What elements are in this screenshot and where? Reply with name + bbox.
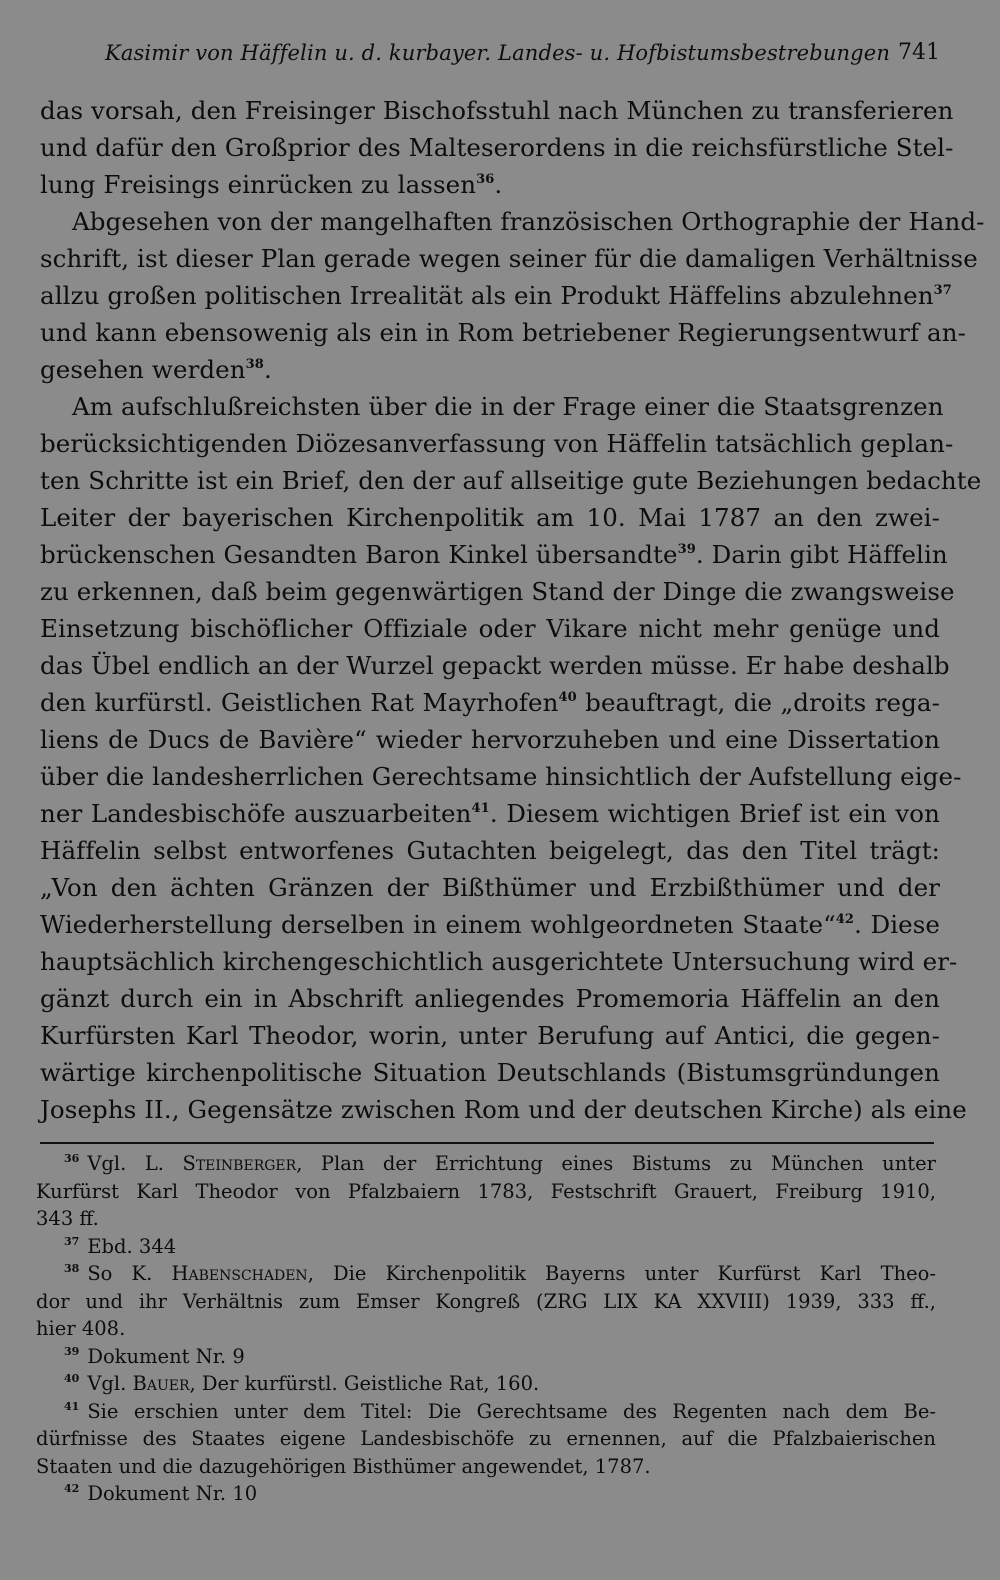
text-run: Vgl. L. xyxy=(87,1152,183,1175)
footnote-line xyxy=(36,1178,936,1206)
text-line xyxy=(40,980,940,1017)
author-name: Steinberger xyxy=(182,1152,297,1175)
text-line xyxy=(40,684,940,721)
text-line xyxy=(40,536,948,573)
text-line xyxy=(40,240,978,277)
text-line xyxy=(40,351,940,388)
footnote-number: 40 xyxy=(64,1372,80,1385)
footnote-reference: 38 xyxy=(245,357,264,372)
footnote-line xyxy=(36,1398,936,1426)
footnote-line xyxy=(36,1150,936,1178)
footnote-reference: 37 xyxy=(933,283,952,298)
footnote-line xyxy=(36,1315,936,1343)
text-run: allzu großen politischen Irrealität als ein Produkt Häffelins abzulehnen xyxy=(40,281,934,310)
text-run: Leiter der bayerischen Kirchenpolitik am 10. Mai 1787 an den zwei- xyxy=(40,503,940,532)
text-run: dor und ihr Verhältnis zum Emser Kongreß (ZRG LIX KA XXVIII) 1939, 333 ff., xyxy=(36,1289,936,1313)
text-line xyxy=(40,462,982,499)
text-run: , Der kurfürstl. Geistliche Rat, 160. xyxy=(189,1372,540,1395)
footnotes xyxy=(36,1150,936,1508)
text-run: . Diesem wichtigen Brief ist ein von xyxy=(489,799,940,828)
text-run: . Darin gibt Häffelin xyxy=(695,540,948,569)
text-run: den kurfürstl. Geistlichen Rat Mayrhofen xyxy=(40,688,559,717)
text-run: das vorsah, den Freisinger Bischofsstuhl nach München zu transferieren xyxy=(40,96,954,125)
text-run: berücksichtigenden Diözesanverfassung von Häffelin tatsächlich geplan- xyxy=(40,429,954,458)
text-run: Am aufschlußreichsten über die in der Frage einer die Staatsgrenzen xyxy=(72,392,944,421)
text-run: Häffelin selbst entworfenes Gutachten beigelegt, das den Titel trägt: xyxy=(40,836,940,865)
text-line xyxy=(40,1017,940,1054)
text-run: So K. xyxy=(87,1262,172,1285)
footnote-line xyxy=(36,1343,936,1371)
text-run: ner Landesbischöfe auszuarbeiten xyxy=(40,799,472,828)
text-run: beauftragt, die „droits rega- xyxy=(576,688,940,717)
footnote-number: 37 xyxy=(64,1234,80,1248)
text-run: und kann ebensowenig als ein in Rom betriebener Regierungsentwurf an- xyxy=(40,318,967,347)
text-run: Sie erschien unter dem Titel: Die Gerechtsame des Regenten nach dem Be- xyxy=(87,1399,936,1423)
text-line xyxy=(40,499,940,536)
text-run: ten Schritte ist ein Brief, den der auf allseitige gute Beziehungen bedachte xyxy=(40,466,982,495)
footnote-number: 42 xyxy=(64,1482,80,1495)
footnote-line xyxy=(36,1370,936,1398)
text-run: wärtige kirchenpolitische Situation Deutschlands (Bistumsgründungen xyxy=(40,1058,940,1087)
text-run: 343 ff. xyxy=(36,1207,99,1230)
text-run: „Von den ächten Gränzen der Bißthümer und Erzbißthümer und der xyxy=(40,873,940,902)
text-run: Kurfürst Karl Theodor von Pfalzbaiern 1783, Festschrift Grauert, Freiburg 1910, xyxy=(36,1179,936,1203)
text-run: Einsetzung bischöflicher Offiziale oder Vikare nicht mehr genüge und xyxy=(40,614,940,643)
footnote-rule xyxy=(40,1142,934,1144)
text-line xyxy=(40,573,955,610)
text-line xyxy=(40,1091,967,1128)
body-text xyxy=(40,92,985,1128)
text-run: . xyxy=(494,170,503,199)
text-line xyxy=(40,314,967,351)
text-run: das Übel endlich an der Wurzel gepackt werden müsse. Er habe deshalb xyxy=(40,651,950,680)
text-line xyxy=(40,277,952,314)
text-run: und dafür den Großprior des Malteserordens in die reichsfürstliche Stel- xyxy=(40,133,954,162)
text-run: Staaten und die dazugehörigen Bisthümer angewendet, 1787. xyxy=(36,1454,651,1478)
text-line xyxy=(40,795,940,832)
text-line xyxy=(40,721,940,758)
text-run: , Die Kirchenpolitik Bayerns unter Kurfürst Karl Theo- xyxy=(307,1262,936,1285)
author-name: Habenschaden xyxy=(171,1262,308,1285)
footnote-line xyxy=(36,1205,936,1233)
footnote-reference: 39 xyxy=(677,542,696,557)
footnote-line xyxy=(36,1480,936,1508)
text-run: Ebd. 344 xyxy=(87,1234,177,1258)
text-run: über die landesherrlichen Gerechtsame hinsichtlich der Aufstellung eige- xyxy=(40,762,962,791)
text-run: Dokument Nr. 10 xyxy=(87,1482,258,1505)
author-name: Bauer xyxy=(132,1372,190,1395)
text-run: Dokument Nr. 9 xyxy=(87,1344,245,1368)
text-run: lung Freisings einrücken zu lassen xyxy=(40,170,477,199)
text-line xyxy=(40,758,962,795)
footnote-reference: 42 xyxy=(835,912,855,927)
text-run: , Plan der Errichtung eines Bistums zu München unter xyxy=(296,1152,937,1175)
text-line xyxy=(40,943,958,980)
text-run: . xyxy=(263,355,272,384)
text-line xyxy=(40,425,954,462)
text-line xyxy=(40,647,950,684)
text-run: Abgesehen von der mangelhaften französischen Orthographie der Hand- xyxy=(72,207,985,236)
text-run: gänzt durch ein in Abschrift anliegendes Promemoria Häffelin an den xyxy=(40,984,940,1013)
text-line xyxy=(40,203,985,240)
text-run: Vgl. xyxy=(87,1372,133,1395)
text-run: hauptsächlich kirchengeschichtlich ausgerichtete Untersuchung wird er- xyxy=(40,947,958,976)
footnote-reference: 36 xyxy=(476,172,495,187)
text-line xyxy=(40,166,940,203)
text-run: schrift, ist dieser Plan gerade wegen seiner für die damaligen Verhältnisse xyxy=(40,244,978,273)
text-line xyxy=(40,832,940,869)
text-run: gesehen werden xyxy=(40,355,246,384)
text-run: liens de Ducs de Bavière“ wieder hervorzuheben und eine Dissertation xyxy=(40,725,940,754)
footnote-line xyxy=(36,1453,936,1481)
footnote-line xyxy=(36,1288,936,1316)
text-run: . Diese xyxy=(854,910,941,939)
text-run: Wiederherstellung derselben in einem wohlgeordneten Staate“ xyxy=(40,910,836,939)
text-run: Josephs II., Gegensätze zwischen Rom und der deutschen Kirche) als eine xyxy=(40,1095,967,1124)
text-line xyxy=(40,92,954,129)
text-line xyxy=(40,388,944,425)
footnote-number: 38 xyxy=(64,1262,80,1275)
footnote-number: 41 xyxy=(64,1399,80,1413)
text-line xyxy=(40,1054,940,1091)
text-run: hier 408. xyxy=(36,1317,126,1340)
running-head-title: Kasimir von Häffelin u. d. kurbayer. Landes- u. Hofbistumsbestrebungen xyxy=(105,41,891,65)
text-run: Kurfürsten Karl Theodor, worin, unter Berufung auf Antici, die gegen- xyxy=(40,1021,940,1050)
footnote-number: 36 xyxy=(64,1152,80,1165)
text-line xyxy=(40,906,940,943)
text-line xyxy=(40,129,954,166)
footnote-line xyxy=(36,1233,936,1261)
text-run: zu erkennen, daß beim gegenwärtigen Stand der Dinge die zwangsweise xyxy=(40,577,955,606)
footnote-reference: 41 xyxy=(471,801,490,816)
text-line xyxy=(40,610,940,647)
page-number: 741 xyxy=(898,40,940,65)
footnote-number: 39 xyxy=(64,1344,80,1358)
running-head xyxy=(105,36,940,70)
text-run: dürfnisse des Staates eigene Landesbischöfe zu ernennen, auf die Pfalzbaierischen xyxy=(36,1427,936,1450)
footnote-line xyxy=(36,1260,936,1288)
footnote-reference: 40 xyxy=(558,690,577,705)
text-line xyxy=(40,869,940,906)
text-run: brückenschen Gesandten Baron Kinkel übersandte xyxy=(40,540,678,569)
footnote-line xyxy=(36,1425,936,1453)
